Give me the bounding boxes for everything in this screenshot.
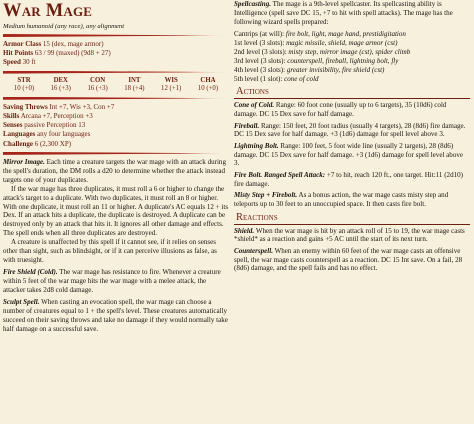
trait-fire-shield: Fire Shield (Cold). The war mage has resistance to fire. Whenever a creature within 5 feet of the war mage hits the war mage with a melee attack, the attacker takes 2d8 cold damage. [3, 268, 221, 294]
reactions-heading: Reactions [234, 212, 470, 225]
action-fireball: Fireball. Range: 150 feet, 20 foot radius (usually 4 targets), 28 (8d6) fire damage. DC 15 Dex save for half damage. +3 (1d6) damage for spell level above 3. [234, 121, 466, 139]
reaction-shield: Shield. When the war mage is hit by an attack roll of 15 to 19, the war mage casts *shield* as a reaction and gains +5 AC until the start of its next turn. [234, 226, 465, 244]
skills: Skills Arcana +7, Perception +3 [3, 112, 93, 120]
ability-int: INT 18 (+4) [124, 76, 145, 93]
spell-row: 5th level (1 slot): cone of cold [234, 74, 319, 83]
action-lightning-bolt: Lightning Bolt. Range: 100 feet, 5 foot wide line (usually 2 targets), 28 (8d6) damage. DC 15 Dex save for half damage. +3 (1d6) damage for spell level above 3. [234, 141, 463, 168]
senses: Senses passive Perception 13 [3, 121, 86, 130]
trait-sculpt-spell: Sculpt Spell. When casting an evocation spell, the war mage can choose a number of creatures equal to 1 + the spell's level. These creatures automatically succeed on their saving throws and take no damage if they would normally take half damage on a successful save. [3, 297, 228, 333]
ability-wis: WIS 12 (+1) [161, 76, 182, 93]
spellcasting: Spellcasting. The mage is a 9th-level spellcaster. Its spellcasting ability is Intelligence (spell save DC 15, +7 to hit with spell attacks). The mage has the following wizard spells prepared: Cantrips (at will): fire bolt, light, mage hand, prestidigitation 1st level (3 slots): magic missile, shield, mage armor (cst) 2nd level (3 slots): misty step, mirror image (cst), spider climb 3rd level (3 slots): counterspell, fireball, lightning bolt, fly 4th level (3 slots): greater invisibility, fire shield (cst) 5th level (1 slot): cone of cold [234, 0, 470, 83]
action-misty-step: Misty Step + Firebolt. As a bonus action, the war mage casts misty step and teleports up to 30 feet to an unoccupied space. It then casts fire bolt. [234, 190, 449, 208]
spell-row: 3rd level (3 slots): counterspell, fireball, lightning bolt, fly [234, 56, 399, 65]
ability-scores [3, 77, 229, 94]
divider [3, 97, 229, 100]
armor-class: Armor Class 15 (dex, mage armor) [3, 40, 104, 48]
ability-str: STR 10 (+0) [13, 76, 35, 93]
actions-heading: Actions [234, 86, 470, 99]
right-column [234, 0, 470, 276]
spell-row: 1st level (3 slots): magic missile, shield, mage armor (cst) [234, 38, 398, 47]
languages: Languages any four languages [3, 130, 91, 139]
monster-name: War Mage [3, 1, 93, 21]
action-fire-bolt: Fire Bolt. Ranged Spell Attack: +7 to hit, reach 120 ft., one target. Hit:11 (2d10) fire damage. [234, 170, 463, 188]
challenge: Challenge 6 (2,300 XP) [3, 139, 72, 148]
trait-mirror-image-rules: If the war mage has three duplicates, it must roll a 6 or higher to change the attack's target to a duplicate. With two duplicates, it must roll an 8 or higher. With one duplicate, it must roll an 11 or higher. A duplicate's AC equals 12 + its Dex. If an attack hits a duplicate, the duplicate is destroyed. A duplicate can be destroyed only by an attack that hits it. It ignores all other damage and effects. The spell ends when all three duplicates are destroyed. [3, 184, 229, 238]
spell-row: Cantrips (at will): fire bolt, light, mage hand, prestidigitation [234, 29, 406, 38]
divider [3, 71, 229, 74]
ability-con: CON 16 (+3) [87, 76, 108, 93]
reactions [234, 227, 470, 274]
monster-type: Medium humanoid (any race), any alignment [3, 23, 125, 30]
hit-points: Hit Points 63 / 99 (maxed) (9d8 + 27) [3, 49, 111, 58]
reaction-counterspell: Counterspell. When an enemy within 60 feet of the war mage casts an offensive spell, the war mage casts counterspell as a reaction. DC 15 Int save. On a fail, 28 (8d6) damage, and the spell fails and has no effect. [234, 246, 463, 273]
spell-row: 2nd level (3 slots): misty step, mirror image (cst), spider climb [234, 47, 411, 56]
divider [3, 152, 229, 155]
trait-mirror-image-exceptions: A creature is unaffected by this spell if it cannot see, if it relies on senses other than sight, such as blindsight, or if it can perceive illusions as false, as with truesight. [3, 238, 217, 265]
ability-cha: CHA 10 (+0) [197, 76, 219, 93]
actions [234, 101, 470, 208]
spell-row: 4th level (3 slots): greater invisibility, fire shield (cst) [234, 65, 385, 74]
divider [3, 34, 229, 37]
spell-list [234, 30, 470, 84]
speed: Speed 30 ft [3, 58, 36, 67]
action-cone-of-cold: Cone of Cold. Range: 60 foot cone (usually up to 6 targets), 35 (10d6) cold damage. DC 15 Dex save for half damage. [234, 101, 447, 119]
traits [3, 158, 229, 334]
saving-throws: Saving Throws Int +7, Wis +3, Con +7 [3, 102, 115, 111]
trait-mirror-image: Mirror Image. Each time a creature targets the war mage with an attack during the spell's duration, the DM rolls a d20 to determine whether the attack instead targets one of your duplicates. [3, 157, 226, 184]
left-column [3, 0, 229, 334]
ability-dex: DEX 16 (+3) [50, 76, 71, 93]
